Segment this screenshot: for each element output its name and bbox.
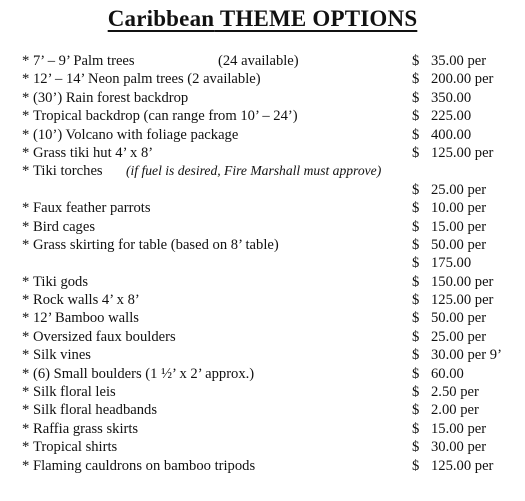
bullet-marker: * (22, 365, 30, 382)
item-note: (if fuel is desired, Fire Marshall must approve) (126, 163, 382, 179)
list-item (0, 273, 525, 291)
list-item (0, 365, 525, 383)
list-item (0, 52, 525, 70)
item-name: Silk floral leis (33, 384, 116, 401)
currency-symbol: $ (412, 365, 420, 382)
item-name: Silk floral headbands (33, 402, 158, 419)
item-name: Grass tiki hut 4’ x 8’ (33, 144, 154, 161)
bullet-marker: * (22, 144, 30, 161)
item-availability: (24 available) (218, 53, 299, 69)
bullet-marker: * (22, 402, 30, 419)
item-name: (6) Small boulders (1 ½’ x 2’ approx.) (33, 365, 255, 382)
item-price: 225.00 (431, 108, 472, 125)
list-item (0, 89, 525, 107)
bullet-marker: * (22, 347, 30, 364)
currency-symbol: $ (412, 200, 420, 217)
list-item (0, 401, 525, 419)
currency-symbol: $ (412, 108, 420, 125)
bullet-marker: * (22, 457, 30, 474)
item-name: Tropical backdrop (can range from 10’ – 24’) (33, 108, 298, 125)
list-item (0, 107, 525, 125)
page-title (0, 6, 525, 32)
list-item (0, 70, 525, 88)
item-price: 15.00 per (431, 420, 487, 437)
list-item (0, 144, 525, 162)
bullet-marker: * (22, 328, 30, 345)
item-name: Bird cages (33, 218, 96, 235)
list-item (0, 457, 525, 475)
item-name: Tiki torches (33, 163, 103, 180)
bullet-marker: * (22, 108, 30, 125)
bullet-marker: * (22, 292, 30, 309)
currency-symbol: $ (412, 384, 420, 401)
item-name: (10’) Volcano with foliage package (33, 126, 239, 143)
item-price: 30.00 per 9’ (431, 347, 502, 364)
currency-symbol: $ (412, 292, 420, 309)
currency-symbol: $ (412, 144, 420, 161)
currency-symbol: $ (412, 402, 420, 419)
bullet-marker: * (22, 384, 30, 401)
currency-symbol: $ (412, 328, 420, 345)
list-item (0, 181, 525, 199)
bullet-marker: * (22, 89, 30, 106)
list-item (0, 383, 525, 401)
item-name: Oversized faux boulders (33, 328, 176, 345)
item-name: Flaming cauldrons on bamboo tripods (33, 457, 256, 474)
item-price: 150.00 per (431, 273, 494, 290)
list-item (0, 328, 525, 346)
item-price: 175.00 (431, 255, 472, 272)
item-price: 350.00 (431, 89, 472, 106)
list-item (0, 309, 525, 327)
item-price: 400.00 (431, 126, 472, 143)
item-name: 7’ – 9’ Palm trees (33, 53, 135, 69)
bullet-marker: * (22, 53, 30, 69)
bullet-marker: * (22, 273, 30, 290)
item-name: Faux feather parrots (33, 200, 151, 217)
item-price: 30.00 per (431, 439, 487, 456)
item-price: 125.00 per (431, 457, 494, 474)
currency-symbol: $ (412, 126, 420, 143)
currency-symbol: $ (412, 181, 420, 198)
currency-symbol: $ (412, 53, 420, 69)
list-item (0, 236, 525, 254)
currency-symbol: $ (412, 236, 420, 253)
theme-options-list (0, 52, 525, 475)
currency-symbol: $ (412, 218, 420, 235)
item-name: Silk vines (33, 347, 91, 364)
bullet-marker: * (22, 200, 30, 217)
item-price: 125.00 per (431, 292, 494, 309)
currency-symbol: $ (412, 71, 420, 88)
item-price: 200.00 per (431, 71, 494, 88)
item-name: Tiki gods (33, 273, 89, 290)
item-price: 50.00 per (431, 310, 487, 327)
item-price: 50.00 per (431, 236, 487, 253)
bullet-marker: * (22, 310, 30, 327)
list-item (0, 438, 525, 456)
bullet-marker: * (22, 218, 30, 235)
list-item (0, 199, 525, 217)
item-price: 125.00 per (431, 144, 494, 161)
currency-symbol: $ (412, 310, 420, 327)
item-price: 25.00 per (431, 181, 487, 198)
item-price: 2.00 per (431, 402, 479, 419)
item-price: 2.50 per (431, 384, 479, 401)
item-price: 15.00 per (431, 218, 487, 235)
list-item (0, 218, 525, 236)
item-name: Raffia grass skirts (33, 420, 139, 437)
currency-symbol: $ (412, 457, 420, 474)
item-name: (30’) Rain forest backdrop (33, 89, 189, 106)
item-name: Grass skirting for table (based on 8’ table) (33, 236, 279, 253)
bullet-marker: * (22, 439, 30, 456)
item-name: Tropical shirts (33, 439, 118, 456)
item-name: 12’ Bamboo walls (33, 310, 139, 327)
currency-symbol: $ (412, 89, 420, 106)
bullet-marker: * (22, 126, 30, 143)
currency-symbol: $ (412, 420, 420, 437)
item-name: Rock walls 4’ x 8’ (33, 292, 140, 309)
item-name: 12’ – 14’ Neon palm trees (2 available) (33, 71, 261, 88)
title-prefix: Caribbean (107, 6, 215, 31)
item-price: 60.00 (431, 365, 464, 382)
bullet-marker: * (22, 236, 30, 253)
item-price: 25.00 per (431, 328, 487, 345)
currency-symbol: $ (412, 255, 420, 272)
bullet-marker: * (22, 71, 30, 88)
list-item (0, 420, 525, 438)
currency-symbol: $ (412, 439, 420, 456)
list-item (0, 291, 525, 309)
bullet-marker: * (22, 163, 30, 180)
list-item (0, 254, 525, 272)
item-price: 35.00 per (431, 53, 487, 69)
item-price: 10.00 per (431, 200, 487, 217)
list-item (0, 126, 525, 144)
bullet-marker: * (22, 420, 30, 437)
currency-symbol: $ (412, 347, 420, 364)
title-rest: THEME OPTIONS (214, 6, 418, 31)
list-item (0, 162, 525, 180)
currency-symbol: $ (412, 273, 420, 290)
list-item (0, 346, 525, 364)
